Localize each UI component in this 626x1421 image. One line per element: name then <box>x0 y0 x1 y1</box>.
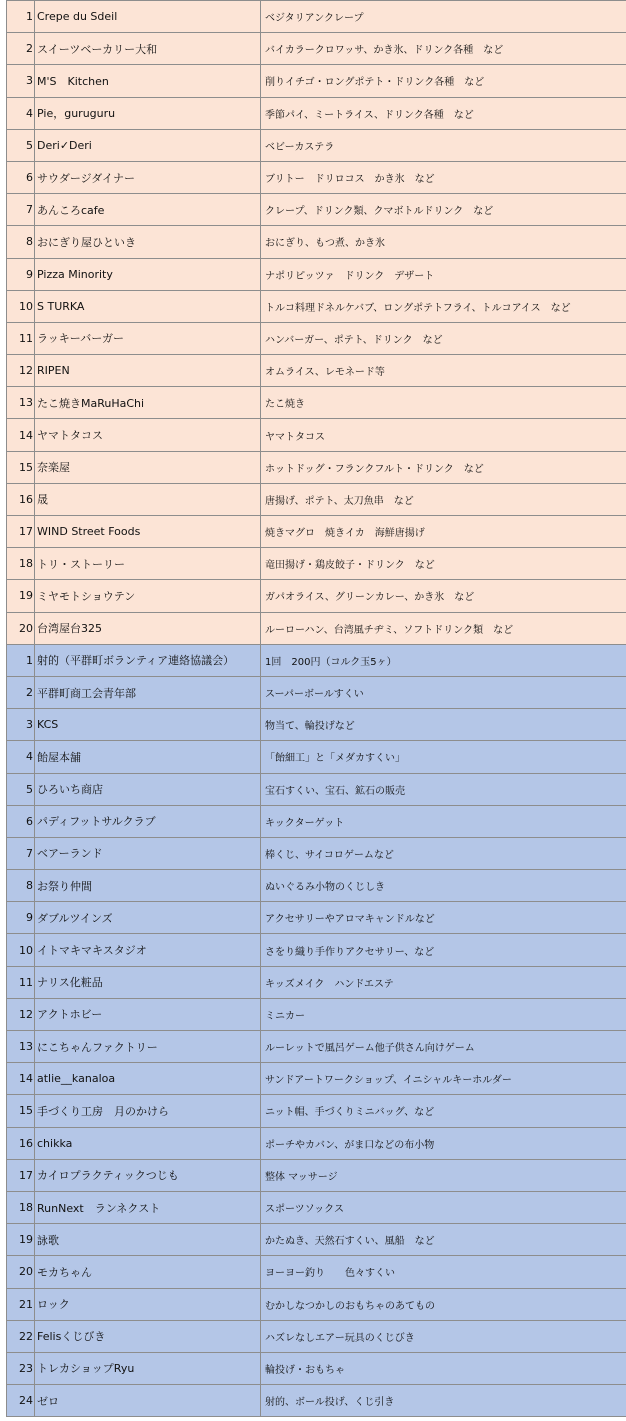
vendor-name: トレカショップRyu <box>35 1352 261 1384</box>
row-number: 23 <box>7 1352 35 1384</box>
food-vendor-row <box>7 129 626 161</box>
booth-vendor-row <box>7 741 626 773</box>
vendor-name: 手づくり工房 月のかけら <box>35 1095 261 1127</box>
food-vendor-row <box>7 65 626 97</box>
row-number: 13 <box>7 387 35 419</box>
row-number: 12 <box>7 998 35 1030</box>
row-number: 20 <box>7 1256 35 1288</box>
row-number: 6 <box>7 805 35 837</box>
food-vendor-row <box>7 612 626 644</box>
booth-vendor-row <box>7 837 626 869</box>
row-number: 5 <box>7 773 35 805</box>
vendor-name: ひろいち商店 <box>35 773 261 805</box>
vendor-items: キックターゲット <box>261 805 626 837</box>
vendor-items: 焼きマグロ 焼きイカ 海鮮唐揚げ <box>261 516 626 548</box>
vendor-items: ナポリピッツァ ドリンク デザート <box>261 258 626 290</box>
row-number: 17 <box>7 1159 35 1191</box>
vendor-name: chikka <box>35 1127 261 1159</box>
vendor-items: ハズレなしエアー玩具のくじびき <box>261 1320 626 1352</box>
food-vendor-row <box>7 97 626 129</box>
vendor-items: ヤマトタコス <box>261 419 626 451</box>
row-number: 1 <box>7 644 35 676</box>
food-vendor-row <box>7 322 626 354</box>
vendor-items: ルーローハン、台湾風チヂミ、ソフトドリンク類 など <box>261 612 626 644</box>
vendor-items: クレープ、ドリンク類、クマボトルドリンク など <box>261 194 626 226</box>
row-number: 17 <box>7 516 35 548</box>
row-number: 8 <box>7 870 35 902</box>
vendor-items: さをり織り手作りアクセサリー、など <box>261 934 626 966</box>
vendor-items: 削りイチゴ・ロングポテト・ドリンク各種 など <box>261 65 626 97</box>
row-number: 22 <box>7 1320 35 1352</box>
row-number: 6 <box>7 161 35 193</box>
vendor-name: RIPEN <box>35 355 261 387</box>
row-number: 10 <box>7 934 35 966</box>
vendor-items: ルーレットで風呂ゲーム他子供さん向けゲーム <box>261 1031 626 1063</box>
food-vendor-row <box>7 33 626 65</box>
vendor-items: 輪投げ・おもちゃ <box>261 1352 626 1384</box>
row-number: 2 <box>7 676 35 708</box>
booth-vendor-row <box>7 1063 626 1095</box>
row-number: 14 <box>7 1063 35 1095</box>
vendor-name: 詠歌 <box>35 1224 261 1256</box>
booth-vendor-row <box>7 644 626 676</box>
booth-vendor-row <box>7 966 626 998</box>
vendor-name: RunNext ランネクスト <box>35 1191 261 1223</box>
booth-vendor-row <box>7 1256 626 1288</box>
vendor-items: 「飴細工」と「メダカすくい」 <box>261 741 626 773</box>
vendor-items: 物当て、輪投げなど <box>261 709 626 741</box>
booth-vendor-row <box>7 1288 626 1320</box>
vendor-name: S TURKA <box>35 290 261 322</box>
booth-vendor-row <box>7 1095 626 1127</box>
vendor-items: おにぎり、もつ煮、かき氷 <box>261 226 626 258</box>
vendor-items: 季節パイ、ミートライス、ドリンク各種 など <box>261 97 626 129</box>
vendor-name: サウダージダイナー <box>35 161 261 193</box>
vendor-name: ミヤモトショウテン <box>35 580 261 612</box>
vendor-items: スポーツソックス <box>261 1191 626 1223</box>
row-number: 21 <box>7 1288 35 1320</box>
vendor-items: ミニカー <box>261 998 626 1030</box>
food-vendor-row <box>7 161 626 193</box>
vendor-name: KCS <box>35 709 261 741</box>
row-number: 9 <box>7 902 35 934</box>
vendor-items: ブリトー ドリロコス かき氷 など <box>261 161 626 193</box>
vendor-name: アクトホビー <box>35 998 261 1030</box>
vendor-items: スーパーボールすくい <box>261 676 626 708</box>
vendor-items: 1回 200円（コルク玉5ヶ） <box>261 644 626 676</box>
row-number: 11 <box>7 966 35 998</box>
booth-vendor-row <box>7 1385 626 1417</box>
vendor-items: サンドアートワークショップ、イニシャルキーホルダー <box>261 1063 626 1095</box>
vendor-table <box>6 0 626 1417</box>
vendor-items: アクセサリーやアロマキャンドルなど <box>261 902 626 934</box>
vendor-items: ヨーヨー釣り 色々すくい <box>261 1256 626 1288</box>
row-number: 10 <box>7 290 35 322</box>
vendor-name: お祭り仲間 <box>35 870 261 902</box>
vendor-name: M'S Kitchen <box>35 65 261 97</box>
vendor-name: 飴屋本舗 <box>35 741 261 773</box>
vendor-name: Deri✓Deri <box>35 129 261 161</box>
vendor-items: 宝石すくい、宝石、鉱石の販売 <box>261 773 626 805</box>
vendor-items: 棒くじ、サイコロゲームなど <box>261 837 626 869</box>
row-number: 1 <box>7 1 35 33</box>
vendor-name: ゼロ <box>35 1385 261 1417</box>
row-number: 18 <box>7 548 35 580</box>
vendor-name: ロック <box>35 1288 261 1320</box>
booth-vendor-row <box>7 1352 626 1384</box>
food-vendor-row <box>7 355 626 387</box>
booth-vendor-row <box>7 676 626 708</box>
vendor-items: ベジタリアンクレープ <box>261 1 626 33</box>
vendor-name: ナリス化粧品 <box>35 966 261 998</box>
vendor-items: ニット帽、手づくりミニバッグ、など <box>261 1095 626 1127</box>
food-vendor-row <box>7 258 626 290</box>
row-number: 19 <box>7 580 35 612</box>
booth-vendor-row <box>7 709 626 741</box>
row-number: 9 <box>7 258 35 290</box>
booth-vendor-row <box>7 902 626 934</box>
row-number: 18 <box>7 1191 35 1223</box>
row-number: 19 <box>7 1224 35 1256</box>
booth-vendor-row <box>7 998 626 1030</box>
vendor-items: 竜田揚げ・鶏皮餃子・ドリンク など <box>261 548 626 580</box>
row-number: 5 <box>7 129 35 161</box>
vendor-name: 平群町商工会青年部 <box>35 676 261 708</box>
vendor-name: atlie__kanaloa <box>35 1063 261 1095</box>
row-number: 13 <box>7 1031 35 1063</box>
vendor-items: ベビーカステラ <box>261 129 626 161</box>
food-vendor-row <box>7 226 626 258</box>
food-vendor-row <box>7 451 626 483</box>
row-number: 3 <box>7 65 35 97</box>
vendor-name: ベアーランド <box>35 837 261 869</box>
booth-vendor-row <box>7 773 626 805</box>
row-number: 3 <box>7 709 35 741</box>
vendor-name: トリ・ストーリー <box>35 548 261 580</box>
booth-vendor-row <box>7 1224 626 1256</box>
vendor-name: WIND Street Foods <box>35 516 261 548</box>
vendor-name: 台湾屋台325 <box>35 612 261 644</box>
food-vendor-row <box>7 548 626 580</box>
food-vendor-row <box>7 516 626 548</box>
vendor-items: ホットドッグ・フランクフルト・ドリンク など <box>261 451 626 483</box>
booth-vendor-row <box>7 1159 626 1191</box>
vendor-items: ガパオライス、グリーンカレー、かき氷 など <box>261 580 626 612</box>
vendor-items: オムライス、レモネード等 <box>261 355 626 387</box>
row-number: 15 <box>7 451 35 483</box>
vendor-name: Pie，guruguru <box>35 97 261 129</box>
row-number: 7 <box>7 194 35 226</box>
food-vendor-row <box>7 194 626 226</box>
food-vendor-row <box>7 387 626 419</box>
booth-vendor-row <box>7 1127 626 1159</box>
booth-vendor-row <box>7 1031 626 1063</box>
food-vendor-row <box>7 580 626 612</box>
vendor-name: スイーツベーカリー大和 <box>35 33 261 65</box>
vendor-name: Felisくじびき <box>35 1320 261 1352</box>
row-number: 16 <box>7 1127 35 1159</box>
vendor-name: 奈楽屋 <box>35 451 261 483</box>
row-number: 4 <box>7 97 35 129</box>
vendor-name: ヤマトタコス <box>35 419 261 451</box>
row-number: 24 <box>7 1385 35 1417</box>
vendor-name: にこちゃんファクトリー <box>35 1031 261 1063</box>
booth-vendor-row <box>7 1320 626 1352</box>
vendor-name: 射的（平群町ボランティア連絡協議会） <box>35 644 261 676</box>
vendor-items: 整体 マッサージ <box>261 1159 626 1191</box>
vendor-name: ダブルツインズ <box>35 902 261 934</box>
row-number: 8 <box>7 226 35 258</box>
vendor-name: Crepe du Sdeil <box>35 1 261 33</box>
food-vendor-row <box>7 1 626 33</box>
booth-vendor-row <box>7 934 626 966</box>
booth-vendor-row <box>7 870 626 902</box>
row-number: 12 <box>7 355 35 387</box>
row-number: 20 <box>7 612 35 644</box>
vendor-table-body <box>7 1 626 1417</box>
row-number: 15 <box>7 1095 35 1127</box>
booth-vendor-row <box>7 805 626 837</box>
vendor-items: ポーチやカバン、がま口などの布小物 <box>261 1127 626 1159</box>
vendor-items: ぬいぐるみ小物のくじしき <box>261 870 626 902</box>
vendor-items: たこ焼き <box>261 387 626 419</box>
vendor-name: 晟 <box>35 483 261 515</box>
booth-vendor-row <box>7 1191 626 1223</box>
vendor-name: イトマキマキスタジオ <box>35 934 261 966</box>
vendor-name: おにぎり屋ひといき <box>35 226 261 258</box>
vendor-name: たこ焼きMaRuHaChi <box>35 387 261 419</box>
row-number: 2 <box>7 33 35 65</box>
vendor-items: トルコ料理ドネルケバブ、ロングポテトフライ、トルコアイス など <box>261 290 626 322</box>
vendor-name: ラッキーバーガー <box>35 322 261 354</box>
vendor-name: カイロプラクティックつじも <box>35 1159 261 1191</box>
row-number: 7 <box>7 837 35 869</box>
vendor-items: かたぬき、天然石すくい、風船 など <box>261 1224 626 1256</box>
vendor-name: パディフットサルクラブ <box>35 805 261 837</box>
food-vendor-row <box>7 483 626 515</box>
row-number: 16 <box>7 483 35 515</box>
vendor-name: Pizza Minority <box>35 258 261 290</box>
row-number: 14 <box>7 419 35 451</box>
vendor-items: 唐揚げ、ポテト、太刀魚串 など <box>261 483 626 515</box>
food-vendor-row <box>7 419 626 451</box>
vendor-items: ハンバーガー、ポテト、ドリンク など <box>261 322 626 354</box>
vendor-items: むかしなつかしのおもちゃのあてもの <box>261 1288 626 1320</box>
vendor-items: バイカラークロワッサ、かき氷、ドリンク各種 など <box>261 33 626 65</box>
vendor-name: モカちゃん <box>35 1256 261 1288</box>
row-number: 4 <box>7 741 35 773</box>
vendor-items: キッズメイク ハンドエステ <box>261 966 626 998</box>
food-vendor-row <box>7 290 626 322</box>
row-number: 11 <box>7 322 35 354</box>
vendor-name: あんころcafe <box>35 194 261 226</box>
vendor-items: 射的、ボール投げ、くじ引き <box>261 1385 626 1417</box>
